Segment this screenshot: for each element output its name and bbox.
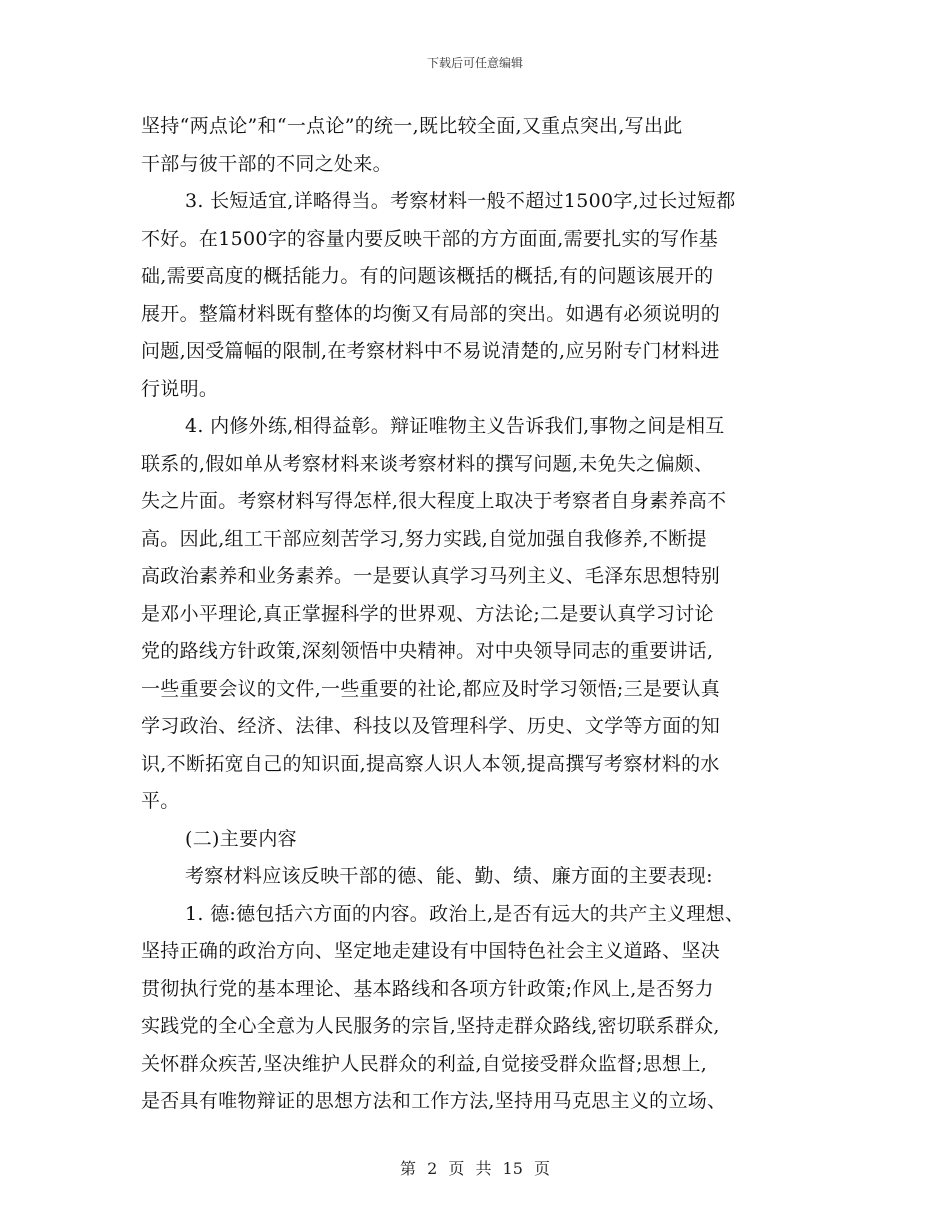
text-line: 识,不断拓宽自己的知识面,提高察人识人本领,提高撰写考察材料的水 <box>141 752 720 775</box>
text-line: 党的路线方针政策,深刻领悟中央精神。对中央领导同志的重要讲话, <box>141 640 714 662</box>
text-line: 展开。整篇材料既有整体的均衡又有局部的突出。如遇有必须说明的 <box>141 302 721 325</box>
text-line: 干部与彼干部的不同之处来。 <box>141 152 392 175</box>
text-line: 联系的,假如单从考察材料来谈考察材料的撰写问题,未免失之偏颇、 <box>141 452 714 475</box>
page-footer: 第 2 页 共 15 页 <box>400 1159 550 1178</box>
text-line: 础,需要高度的概括能力。有的问题该概括的概括,有的问题该展开的 <box>141 265 714 287</box>
text-line: 实践党的全心全意为人民服务的宗旨,坚持走群众路线,密切联系群众, <box>141 1015 720 1037</box>
text-line: 坚持“两点论”和“一点论”的统一,既比较全面,又重点突出,写出此 <box>141 115 683 137</box>
text-line: 高政治素养和业务素养。一是要认真学习马列主义、毛泽东思想特别 <box>141 565 721 587</box>
text-line: 行说明。 <box>141 377 219 400</box>
text-line: 学习政治、经济、法律、科技以及管理科学、历史、文学等方面的知 <box>141 715 721 737</box>
text-line: (二)主要内容 <box>185 827 297 850</box>
text-line: 3. 长短适宜,详略得当。考察材料一般不超过1500字,过长过短都 <box>185 190 736 212</box>
text-line: 一些重要会议的文件,一些重要的社论,都应及时学习领悟;三是要认真 <box>141 677 721 700</box>
text-line: 高。因此,组工干部应刻苦学习,努力实践,自觉加强自我修养,不断提 <box>141 527 707 550</box>
text-line: 考察材料应该反映干部的德、能、勤、绩、廉方面的主要表现: <box>185 865 713 887</box>
document-body <box>141 108 831 1121</box>
text-line: 1. 德:德包括六方面的内容。政治上,是否有远大的共产主义理想、 <box>185 902 745 925</box>
text-line: 关怀群众疾苦,坚决维护人民群众的利益,自觉接受群众监督;思想上, <box>141 1052 708 1075</box>
text-line: 不好。在1500字的容量内要反映干部的方方面面,需要扎实的写作基 <box>141 227 718 250</box>
text-line: 问题,因受篇幅的限制,在考察材料中不易说清楚的,应另附专门材料进 <box>141 340 720 362</box>
text-line: 平。 <box>141 790 180 812</box>
text-line: 是邓小平理论,真正掌握科学的世界观、方法论;二是要认真学习讨论 <box>141 602 714 625</box>
page-header: 下载后可任意编辑 <box>426 56 523 70</box>
text-line: 是否具有唯物辩证的思想方法和工作方法,坚持用马克思主义的立场、 <box>141 1090 727 1112</box>
text-line: 贯彻执行党的基本理论、基本路线和各项方针政策;作风上,是否努力 <box>141 977 714 1000</box>
text-line: 失之片面。考察材料写得怎样,很大程度上取决于考察者自身素养高不 <box>141 490 727 512</box>
text-line: 4. 内修外练,相得益彰。辩证唯物主义告诉我们,事物之间是相互 <box>185 415 725 437</box>
text-line: 坚持正确的政治方向、坚定地走建设有中国特色社会主义道路、坚决 <box>141 940 721 962</box>
